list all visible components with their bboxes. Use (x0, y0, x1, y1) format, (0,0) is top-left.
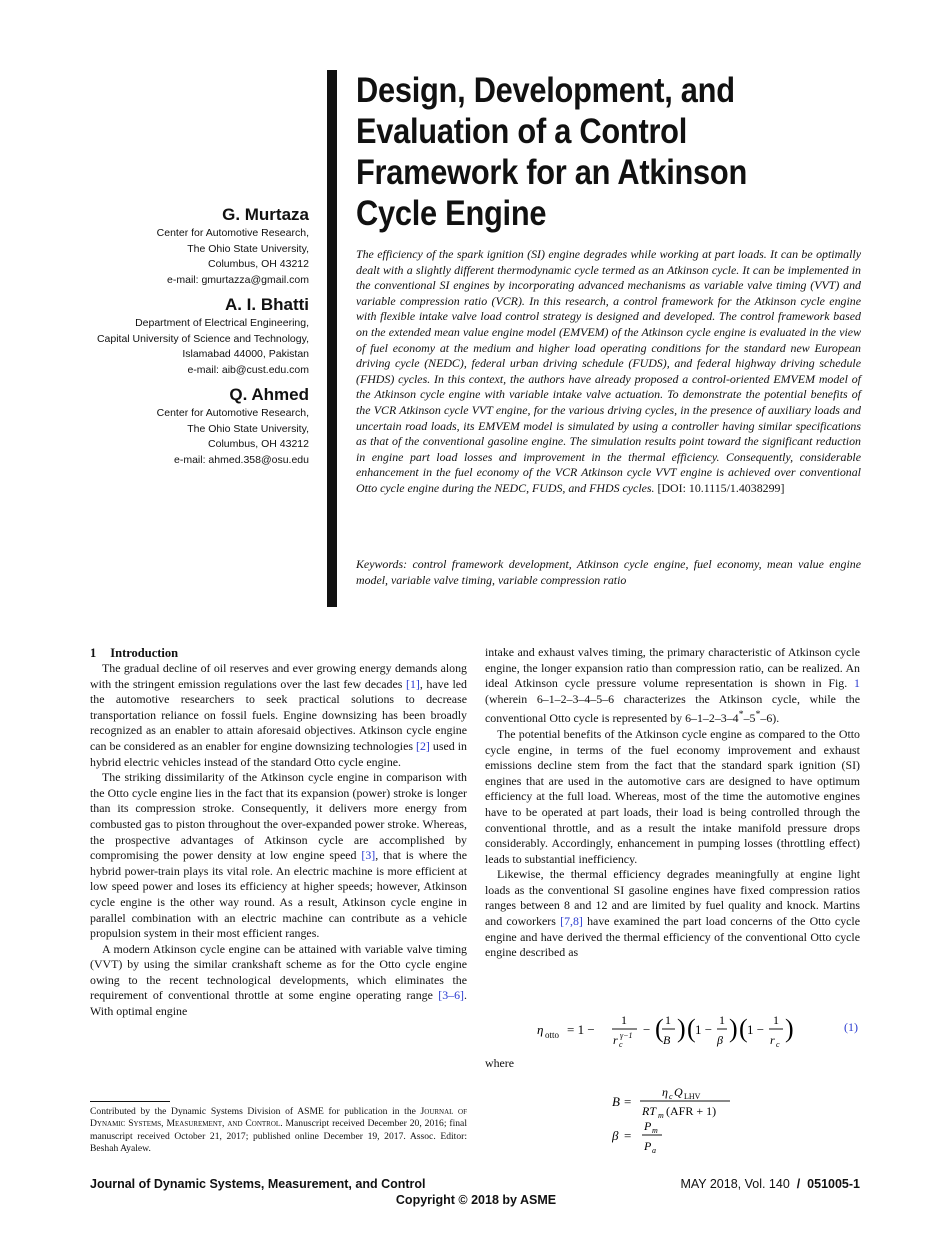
svg-text:c: c (619, 1040, 623, 1049)
text: The striking dissimilarity of the Atkinson cycle engine in comparison with the Otto cycle engine lies in the fact that its expansion (power) stroke is longer than its compression stroke. Consequently, it delivers more energy from combusted gas to piston throughout the over-expanded power stroke. Whereas, the prospective advantages of Atkinson cycle are accomplished by compromising the power density at low engine speed (90, 770, 467, 863)
B-definition (612, 1086, 752, 1120)
author (90, 384, 309, 468)
abstract-text: The efficiency of the spark ignition (SI) engine degrades while working at part loads. It can be optimally dealt with a slightly different thermodynamic cycle termed as an Atkinson cycle. It can be implemented in the conventional SI engines by incorporating advanced mechanisms as variable valve timing (VVT) and variable compression ratio (VCR). In this research, a control framework for the Atkinson cycle engine with flexible intake valve load control strategy is designed and developed. The control framework based on the extended mean value engine model (EMVEM) of the Atkinson cycle engine is evaluated in the view of fuel economy at the medium and higher load operating conditions for the standard new European driving cycle (NEDC), federal urban driving schedule (FUDS), and federal highway driving schedule (FHDS) cycles. In this context, the authors have already proposed a control-oriented EMVEM model of the Atkinson cycle engine with variable intake valve actuation. To demonstrate the potential benefits of the VCR Atkinson cycle VVT engine, for the various driving cycles, in the presence of auxiliary loads and uncertain road loads, its EMVEM model is simulated by using a controller having similar specifications as that of the conventional gasoline engine. The simulation results point toward the significant reduction in engine part load losses and improvement in the thermal efficiency. Consequently, considerable enhancement in the fuel economy of the VCR Atkinson cycle VVT engine is achieved over conventional Otto cycle engine during the NEDC, FUDS, and FHDS cycles. (356, 247, 861, 495)
svg-text:c: c (776, 1040, 780, 1049)
footer-copyright: Copyright © 2018 by ASME (395, 1193, 557, 1207)
svg-text:=: = (624, 1128, 632, 1143)
svg-text:= 1 −: = 1 − (567, 1022, 595, 1037)
footnote-rule (90, 1101, 170, 1102)
page-number: 051005-1 (807, 1177, 860, 1191)
svg-text:−: − (643, 1022, 651, 1037)
svg-text:a: a (652, 1146, 656, 1155)
citation-link[interactable]: [1] (405, 676, 420, 691)
author-affiliation-line: Islamabad 44000, Pakistan (182, 348, 309, 360)
author-email: e-mail: ahmed.358@osu.edu (174, 453, 309, 466)
svg-text:(: ( (687, 1014, 696, 1043)
svg-text:η: η (662, 1086, 668, 1099)
text: Contributed by the Dynamic Systems Division of ASME for publication in the (90, 1106, 421, 1117)
svg-text:B: B (612, 1094, 620, 1109)
paragraph (485, 867, 860, 961)
keywords: Keywords: control framework development, Atkinson cycle engine, fuel economy, mean value engine model, variable valve timing, variable compression ratio (356, 557, 861, 587)
text: –6). (760, 711, 780, 726)
otto-efficiency-equation (537, 1010, 847, 1050)
author-block (90, 204, 309, 474)
doi[interactable]: [DOI: 10.1115/1.4038299] (657, 480, 785, 495)
svg-text:r: r (770, 1033, 775, 1047)
column-right (485, 645, 860, 961)
author-name: G. Murtaza (222, 205, 309, 224)
svg-text:Q: Q (674, 1086, 683, 1099)
equation-number[interactable]: (1) (844, 1020, 858, 1034)
abstract (356, 247, 861, 497)
issue-text: MAY 2018, Vol. 140 (680, 1177, 790, 1191)
paper-title: Design, Development, and Evaluation of a Control Framework for an Atkinson Cycle Engine (356, 71, 748, 233)
svg-text:(: ( (655, 1014, 664, 1043)
author-affiliation-line: Department of Electrical Engineering, (135, 317, 309, 329)
figure-link[interactable]: 1 (854, 676, 860, 691)
author-email: e-mail: gmurtazza@gmail.com (167, 273, 309, 286)
title-sidebar-rule (327, 70, 337, 607)
text: intake and exhaust valves timing, the primary characteristic of Atkinson cycle engine, the longer expansion ratio than compression ratio, can be realized. An ideal Atkinson cycle pressure volume representation is shown in Fig. (485, 645, 860, 691)
footer-issue (680, 1177, 860, 1191)
author-affiliation-line: Columbus, OH 43212 (208, 438, 309, 450)
author-name: Q. Ahmed (229, 385, 309, 404)
svg-text:P: P (644, 1139, 652, 1153)
section-heading (90, 645, 467, 661)
svg-text:η: η (537, 1022, 544, 1037)
text: A modern Atkinson cycle engine can be attained with variable valve timing (VVT) by using the similar crankshaft scheme as for the Otto cycle engine owing to the recent technological developments, which eliminates the requirement of conventional throttle at some engine operating range (90, 941, 467, 1003)
author-email: e-mail: aib@cust.edu.com (187, 363, 309, 376)
svg-text:1: 1 (773, 1013, 779, 1027)
text: . With optimal engine (90, 988, 467, 1019)
text: (wherein 6–1–2–3–4–5–6 characterizes the Atkinson cycle, while the conventional Otto cycle is represented by 6–1–2–3–4 (485, 691, 860, 726)
svg-text:LHV: LHV (684, 1092, 701, 1101)
author-affiliation-line: Center for Automotive Research, (156, 407, 309, 419)
text: used in hybrid electric vehicles instead of the standard Otto cycle engine. (90, 738, 467, 769)
text: The gradual decline of oil reserves and ever growing energy demands along with the stringent emission regulations over the last few decades (90, 661, 467, 691)
svg-text:): ) (677, 1014, 686, 1043)
svg-text:1 −: 1 − (695, 1022, 713, 1037)
svg-text:β: β (717, 1033, 723, 1047)
paragraph (485, 645, 860, 727)
paragraph (90, 770, 467, 942)
svg-text:): ) (729, 1014, 738, 1043)
text: , have led the automotive researchers to seek practical solutions to decrease transportation reliance on fossil fuels. Engine downsizing has been broadly recognized as an enabler to attain aforesaid objectives. Atkinson cycle engine can be considered as an enabler for engine downsizing technologies (90, 676, 467, 753)
paragraph (90, 942, 467, 1020)
journal-name: Journal of Dynamic Systems, Measurement, and Control (90, 1106, 468, 1130)
citation-link[interactable]: [7,8] (560, 914, 583, 929)
citation-link[interactable]: [3–6] (438, 988, 465, 1003)
text: . Manuscript received December 20, 2016; final manuscript received October 21, 2017; published online December 19, 2017. Assoc. Editor: Beshah Ayalew. (90, 1118, 467, 1155)
svg-text:=: = (624, 1094, 632, 1109)
svg-text:B: B (663, 1033, 671, 1047)
author-affiliation-line: Capital University of Science and Technology, (96, 332, 309, 345)
text: –5 (743, 711, 756, 726)
text: , that is where the hybrid power-train plays its vital role. An electric machine is more efficient at low speed power and loses its efficiency at higher speeds; however, Atkinson cycle engine is the other way round. As a result, Atkinson cycle engine in parallel combination with an electric machine can contribute as a vehicle propulsion system in their most efficient ranges. (90, 848, 467, 941)
svg-text:1: 1 (719, 1013, 725, 1027)
author (90, 204, 309, 288)
paragraph: The potential benefits of the Atkinson cycle engine as compared to the Otto cycle engine, in terms of the fuel economy improvement and exhaust emissions decline stem from the fact that the standard spark ignition (SI) engines that are used in the automotive cars are designed to have optimum efficiency at the full load. Whereas, most of the time the automotive engines have to be operated at part loads, their load is being controlled through the conventional throttle, and as a result the intake manifold pressure drops considerably. Accordingly, enhancement in pumping losses (throttling effect) leads to substantial inefficiency. (485, 726, 860, 866)
svg-text:m: m (652, 1126, 658, 1135)
svg-text:(AFR + 1): (AFR + 1) (666, 1104, 717, 1118)
author-affiliation-line: Center for Automotive Research, (156, 227, 309, 239)
citation-link[interactable]: [3] (361, 848, 376, 863)
text: Likewise, the thermal efficiency degrades meaningfully at engine light loads as the conventional SI gasoline engines have fixed compression ratios ranges between 8 and 12 and are limited by fuel quality and knock. Martins and coworkers (485, 867, 860, 929)
text: have examined the part load concerns of the Otto cycle engine and have derived the thermal efficiency of the conventional Otto cycle engine described as (485, 914, 860, 960)
svg-text:γ−1: γ−1 (620, 1031, 633, 1040)
svg-text:1: 1 (665, 1013, 671, 1027)
svg-text:): ) (785, 1014, 794, 1043)
footnote (90, 1106, 467, 1156)
paragraph (90, 661, 467, 770)
equation-1 (485, 1010, 860, 1050)
author-affiliation-line: The Ohio State University, (187, 422, 309, 435)
svg-text:RT: RT (642, 1104, 657, 1118)
svg-text:r: r (613, 1033, 618, 1047)
section-title: Introduction (110, 646, 179, 660)
superscript: * (738, 709, 744, 721)
author (90, 294, 309, 378)
svg-text:P: P (644, 1119, 652, 1133)
footer-journal: Journal of Dynamic Systems, Measurement, and Control (90, 1177, 426, 1191)
superscript: * (755, 709, 761, 721)
svg-text:(: ( (739, 1014, 748, 1043)
citation-link[interactable]: [2] (416, 738, 430, 753)
where-label: where (485, 1056, 515, 1070)
svg-text:β: β (612, 1128, 619, 1143)
author-affiliation-line: Columbus, OH 43212 (208, 258, 309, 270)
svg-text:1: 1 (621, 1013, 627, 1027)
equation-body (537, 1010, 847, 1054)
beta-definition (612, 1118, 692, 1158)
svg-text:1 −: 1 − (747, 1022, 765, 1037)
author-name: A. I. Bhatti (224, 295, 309, 314)
column-left (90, 645, 467, 1020)
separator: / (796, 1177, 801, 1191)
author-affiliation-line: The Ohio State University, (187, 242, 309, 255)
svg-text:otto: otto (545, 1030, 560, 1040)
equation-beta (612, 1118, 692, 1162)
section-number: 1 (90, 646, 97, 660)
svg-text:c: c (669, 1092, 673, 1101)
svg-text:m: m (658, 1111, 664, 1120)
